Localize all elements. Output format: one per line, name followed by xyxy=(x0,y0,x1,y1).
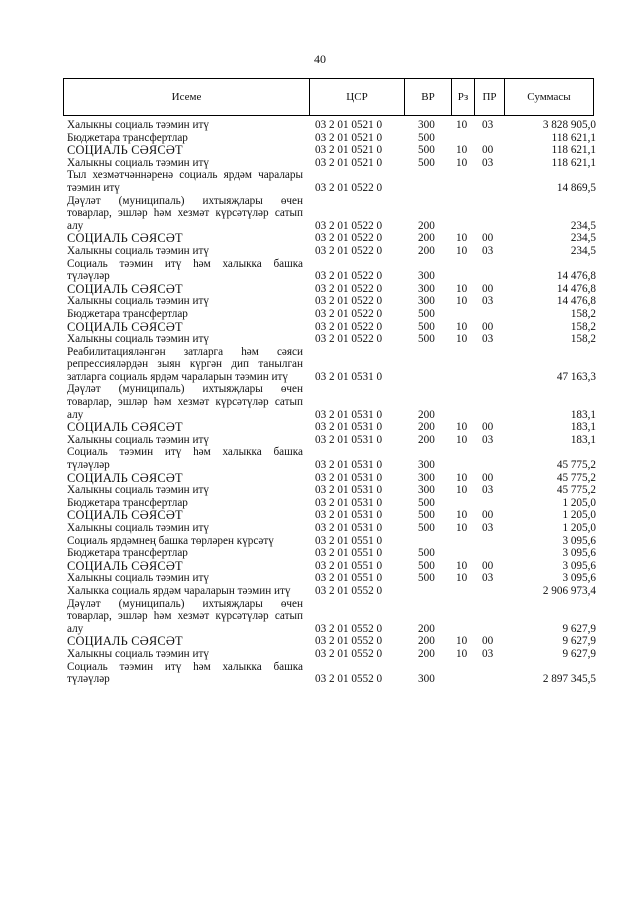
row-vr: 500 xyxy=(418,333,435,346)
row-sum: 2 897 345,5 xyxy=(542,673,596,686)
row-csr: 03 2 01 0521 0 xyxy=(315,144,383,157)
row-csr: 03 2 01 0531 0 xyxy=(315,408,383,421)
row-csr: 03 2 01 0531 0 xyxy=(315,433,383,446)
row-csr: 03 2 01 0522 0 xyxy=(315,295,383,308)
row-sum: 158,2 xyxy=(570,333,596,346)
page-number: 40 xyxy=(314,52,326,66)
row-sum: 234,5 xyxy=(570,219,596,232)
row-csr: 03 2 01 0531 0 xyxy=(315,522,383,534)
row-vr: 200 xyxy=(418,219,435,232)
table-row xyxy=(67,283,597,296)
row-pr: 00 xyxy=(482,635,494,648)
row-sum: 118 621,1 xyxy=(551,131,596,144)
row-csr: 03 2 01 0531 0 xyxy=(315,370,383,383)
row-name: Социаль ярдәмнең башка төрләрен күрсәтү xyxy=(67,534,274,547)
table-row xyxy=(67,560,597,573)
row-name: Дәүләт (муниципаль) ихтыяҗлары өчен товарлар, эшләр һәм хезмәт күрсәтүләр сатып алу xyxy=(67,383,303,421)
row-rz: 10 xyxy=(456,119,468,131)
row-rz: 10 xyxy=(456,244,468,257)
row-vr: 300 xyxy=(418,471,435,484)
table-row xyxy=(67,547,597,560)
row-csr: 03 2 01 0551 0 xyxy=(315,572,383,585)
row-name: Халыкка социаль ярдәм чараларын тәэмин итү xyxy=(67,584,291,597)
row-csr: 03 2 01 0531 0 xyxy=(315,484,383,497)
row-name: Тыл хезмәтчәннәренә социаль ярдәм чаралары тәэмин итү xyxy=(67,169,303,194)
row-sum: 9 627,9 xyxy=(562,622,596,635)
row-rz: 10 xyxy=(456,144,468,157)
table-row xyxy=(67,169,597,194)
row-name: Бюджетара трансфертлар xyxy=(67,496,188,509)
row-rz: 10 xyxy=(456,333,468,346)
row-csr: 03 2 01 0531 0 xyxy=(315,459,383,472)
row-vr: 500 xyxy=(418,547,435,560)
row-rz: 10 xyxy=(456,295,468,308)
header-csr: ЦСР xyxy=(310,79,405,115)
row-sum: 158,2 xyxy=(570,307,596,320)
row-pr: 03 xyxy=(482,333,494,346)
row-csr: 03 2 01 0551 0 xyxy=(315,534,383,547)
row-name: Халыкны социаль тәэмин итү xyxy=(67,295,209,308)
row-pr: 00 xyxy=(482,320,494,333)
row-vr: 500 xyxy=(418,496,435,509)
row-csr: 03 2 01 0551 0 xyxy=(315,547,383,560)
table-row xyxy=(67,144,597,157)
table-row xyxy=(67,648,597,661)
row-rz: 10 xyxy=(456,433,468,446)
row-vr: 300 xyxy=(418,282,435,295)
row-csr: 03 2 01 0522 0 xyxy=(315,333,383,346)
table-row xyxy=(67,535,597,548)
row-vr: 500 xyxy=(418,522,435,534)
row-csr: 03 2 01 0552 0 xyxy=(315,635,383,648)
row-pr: 03 xyxy=(482,484,494,497)
row-rz: 10 xyxy=(456,156,468,169)
row-vr: 200 xyxy=(418,408,435,421)
row-sum: 45 775,2 xyxy=(556,484,596,497)
table-row xyxy=(67,484,597,497)
row-pr: 03 xyxy=(482,156,494,169)
row-rz: 10 xyxy=(456,572,468,585)
row-name: СОЦИАЛЬ СӘЯСӘТ xyxy=(67,143,183,158)
row-vr: 200 xyxy=(418,244,435,257)
row-pr: 00 xyxy=(482,509,494,522)
row-pr: 03 xyxy=(482,119,494,131)
row-sum: 14 476,8 xyxy=(556,270,596,283)
row-csr: 03 2 01 0522 0 xyxy=(315,244,383,257)
row-sum: 3 095,6 xyxy=(562,547,596,560)
row-sum: 3 095,6 xyxy=(562,534,596,547)
row-sum: 3 095,6 xyxy=(562,572,596,585)
row-sum: 14 476,8 xyxy=(556,282,596,295)
table-header xyxy=(63,78,594,116)
row-name: Халыкны социаль тәэмин итү xyxy=(67,119,209,131)
table-row xyxy=(67,383,597,421)
row-vr: 200 xyxy=(418,647,435,660)
row-name: СОЦИАЛЬ СӘЯСӘТ xyxy=(67,558,183,573)
row-vr: 500 xyxy=(418,131,435,144)
row-sum: 1 205,0 xyxy=(562,496,596,509)
row-csr: 03 2 01 0522 0 xyxy=(315,270,383,283)
row-pr: 00 xyxy=(482,144,494,157)
row-sum: 3 828 905,0 xyxy=(542,119,596,131)
row-vr: 200 xyxy=(418,635,435,648)
row-vr: 500 xyxy=(418,320,435,333)
row-pr: 03 xyxy=(482,433,494,446)
row-pr: 00 xyxy=(482,232,494,245)
row-sum: 183,1 xyxy=(570,421,596,434)
row-name: Халыкны социаль тәэмин итү xyxy=(67,484,209,497)
row-vr: 200 xyxy=(418,433,435,446)
row-name: СОЦИАЛЬ СӘЯСӘТ xyxy=(67,281,183,296)
row-pr: 00 xyxy=(482,421,494,434)
row-pr: 03 xyxy=(482,522,494,534)
row-sum: 14 476,8 xyxy=(556,295,596,308)
table-row xyxy=(67,157,597,170)
row-rz: 10 xyxy=(456,421,468,434)
row-pr: 03 xyxy=(482,244,494,257)
row-csr: 03 2 01 0521 0 xyxy=(315,156,383,169)
row-csr: 03 2 01 0552 0 xyxy=(315,584,383,597)
row-vr: 200 xyxy=(418,232,435,245)
row-sum: 45 775,2 xyxy=(556,471,596,484)
table-row xyxy=(67,661,597,686)
row-pr: 03 xyxy=(482,572,494,585)
row-csr: 03 2 01 0531 0 xyxy=(315,421,383,434)
row-rz: 10 xyxy=(456,647,468,660)
row-csr: 03 2 01 0521 0 xyxy=(315,131,383,144)
row-vr: 300 xyxy=(418,673,435,686)
row-name: Бюджетара трансфертлар xyxy=(67,131,188,144)
table-row xyxy=(67,572,597,585)
row-csr: 03 2 01 0531 0 xyxy=(315,496,383,509)
row-csr: 03 2 01 0552 0 xyxy=(315,622,383,635)
row-vr: 300 xyxy=(418,270,435,283)
row-name: СОЦИАЛЬ СӘЯСӘТ xyxy=(67,634,183,649)
row-rz: 10 xyxy=(456,522,468,534)
row-vr: 500 xyxy=(418,156,435,169)
row-csr: 03 2 01 0552 0 xyxy=(315,647,383,660)
table-row xyxy=(67,446,597,471)
row-rz: 10 xyxy=(456,484,468,497)
table-row xyxy=(67,598,597,636)
row-sum: 183,1 xyxy=(570,433,596,446)
row-name: Бюджетара трансфертлар xyxy=(67,547,188,560)
row-vr: 500 xyxy=(418,572,435,585)
row-sum: 118 621,1 xyxy=(551,144,596,157)
table-row xyxy=(67,195,597,233)
row-rz: 10 xyxy=(456,232,468,245)
row-csr: 03 2 01 0522 0 xyxy=(315,320,383,333)
row-name: СОЦИАЛЬ СӘЯСӘТ xyxy=(67,319,183,334)
row-rz: 10 xyxy=(456,282,468,295)
row-vr: 200 xyxy=(418,421,435,434)
row-name: Халыкны социаль тәэмин итү xyxy=(67,647,209,660)
row-csr: 03 2 01 0522 0 xyxy=(315,307,383,320)
header-sum: Суммасы xyxy=(527,91,571,103)
row-csr: 03 2 01 0531 0 xyxy=(315,471,383,484)
header-rz: Рз xyxy=(452,79,475,115)
row-csr: 03 2 01 0522 0 xyxy=(315,282,383,295)
row-sum: 47 163,3 xyxy=(556,370,596,383)
table-row xyxy=(67,245,597,258)
row-sum: 9 627,9 xyxy=(562,647,596,660)
row-pr: 00 xyxy=(482,559,494,572)
row-sum: 234,5 xyxy=(570,232,596,245)
table-row xyxy=(67,295,597,308)
row-vr: 300 xyxy=(418,459,435,472)
row-name: СОЦИАЛЬ СӘЯСӘТ xyxy=(67,470,183,485)
row-sum: 183,1 xyxy=(570,408,596,421)
table-row xyxy=(67,258,597,283)
row-pr: 03 xyxy=(482,647,494,660)
row-sum: 2 906 973,4 xyxy=(542,584,596,597)
header-vr: ВР xyxy=(405,79,452,115)
row-vr: 300 xyxy=(418,119,435,131)
header-name: Исеме xyxy=(64,79,310,115)
table-row xyxy=(67,308,597,321)
row-pr: 00 xyxy=(482,471,494,484)
table-row xyxy=(67,472,597,485)
row-name: Халыкны социаль тәэмин итү xyxy=(67,433,209,446)
row-name: Социаль тәэмин итү һәм халыкка башка түләүләр xyxy=(67,446,303,472)
row-sum: 118 621,1 xyxy=(551,156,596,169)
row-rz: 10 xyxy=(456,635,468,648)
row-csr: 03 2 01 0552 0 xyxy=(315,673,383,686)
table-body xyxy=(67,119,597,686)
row-name: Дәүләт (муниципаль) ихтыяҗлары өчен товарлар, эшләр һәм хезмәт күрсәтүләр сатып алу xyxy=(67,597,303,635)
table-row xyxy=(67,321,597,334)
row-sum: 14 869,5 xyxy=(556,181,596,194)
row-name: Реабилитацияләнгән затларга һәм сәяси репрессияләрдән зыян күргән дип танылган затларга социаль ярдәм чараларын тәэмин итү xyxy=(67,345,303,383)
row-csr: 03 2 01 0522 0 xyxy=(315,219,383,232)
row-csr: 03 2 01 0531 0 xyxy=(315,509,383,522)
row-sum: 3 095,6 xyxy=(562,559,596,572)
row-name: СОЦИАЛЬ СӘЯСӘТ xyxy=(67,231,183,246)
row-sum: 234,5 xyxy=(570,244,596,257)
row-name: Халыкны социаль тәэмин итү xyxy=(67,333,209,346)
row-csr: 03 2 01 0522 0 xyxy=(315,232,383,245)
row-sum: 45 775,2 xyxy=(556,459,596,472)
table-row xyxy=(67,119,597,132)
row-rz: 10 xyxy=(456,320,468,333)
table-row xyxy=(67,509,597,522)
row-rz: 10 xyxy=(456,471,468,484)
row-name: Халыкны социаль тәэмин итү xyxy=(67,522,209,534)
row-name: СОЦИАЛЬ СӘЯСӘТ xyxy=(67,420,183,435)
row-sum: 1 205,0 xyxy=(562,509,596,522)
row-vr: 500 xyxy=(418,559,435,572)
row-csr: 03 2 01 0521 0 xyxy=(315,119,383,131)
table-row xyxy=(67,585,597,598)
row-rz: 10 xyxy=(456,509,468,522)
row-sum: 158,2 xyxy=(570,320,596,333)
table-row xyxy=(67,434,597,447)
table-row xyxy=(67,346,597,384)
row-csr: 03 2 01 0551 0 xyxy=(315,559,383,572)
row-name: Бюджетара трансфертлар xyxy=(67,307,188,320)
row-sum: 1 205,0 xyxy=(562,522,596,534)
table-row xyxy=(67,232,597,245)
row-pr: 00 xyxy=(482,282,494,295)
row-name: Социаль тәэмин итү һәм халыкка башка түләүләр xyxy=(67,257,303,283)
row-pr: 03 xyxy=(482,295,494,308)
row-vr: 500 xyxy=(418,307,435,320)
row-vr: 300 xyxy=(418,484,435,497)
row-name: Халыкны социаль тәэмин итү xyxy=(67,572,209,585)
row-rz: 10 xyxy=(456,559,468,572)
table-row xyxy=(67,635,597,648)
row-csr: 03 2 01 0522 0 xyxy=(315,181,383,194)
row-name: Халыкны социаль тәэмин итү xyxy=(67,244,209,257)
row-name: Социаль тәэмин итү һәм халыкка башка түләүләр xyxy=(67,660,303,686)
row-sum: 9 627,9 xyxy=(562,635,596,648)
row-name: Халыкны социаль тәэмин итү xyxy=(67,156,209,169)
row-vr: 500 xyxy=(418,509,435,522)
row-vr: 200 xyxy=(418,622,435,635)
row-name: СОЦИАЛЬ СӘЯСӘТ xyxy=(67,508,183,523)
table-row xyxy=(67,333,597,346)
table-row xyxy=(67,421,597,434)
row-vr: 300 xyxy=(418,295,435,308)
table-row xyxy=(67,522,597,535)
row-name: Дәүләт (муниципаль) ихтыяҗлары өчен товарлар, эшләр һәм хезмәт күрсәтүләр сатып алу xyxy=(67,194,303,232)
header-pr: ПР xyxy=(475,79,505,115)
row-vr: 500 xyxy=(418,144,435,157)
